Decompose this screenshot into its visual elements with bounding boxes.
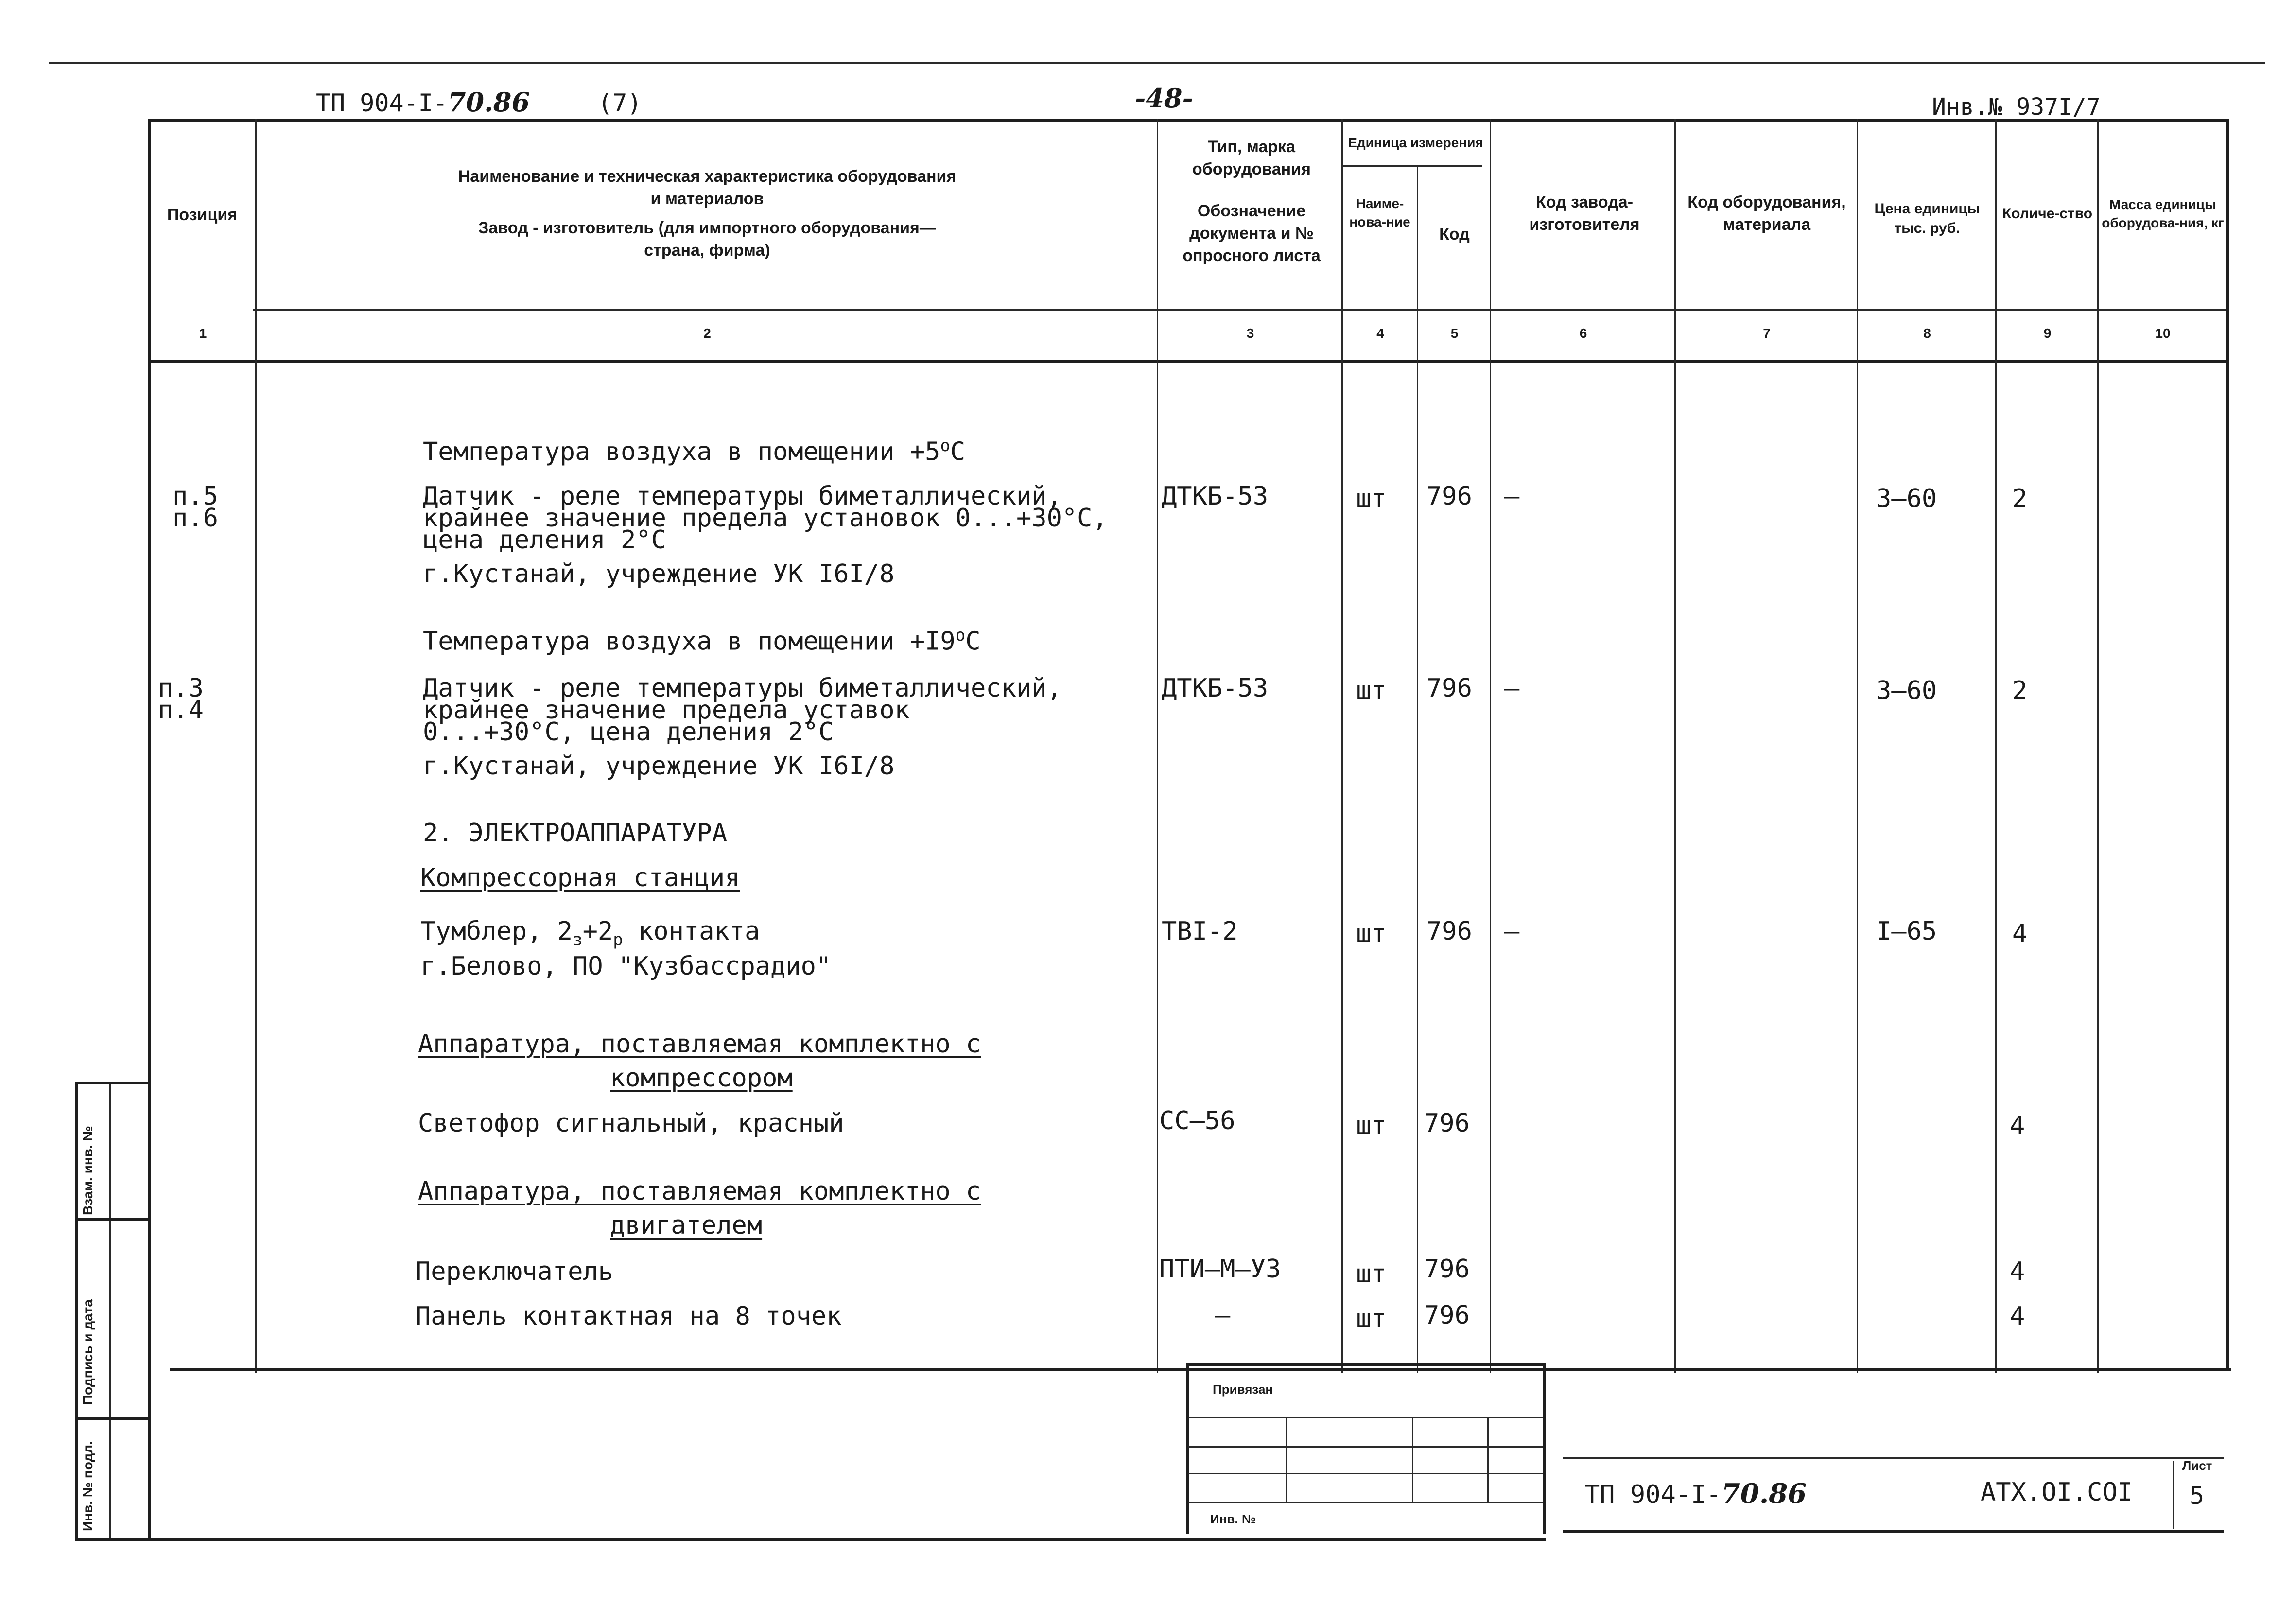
top-doc-number: ТП 904-I-70.86 (7) [316,87,642,118]
row2-name-2: крайнее значение предела уставок [423,696,910,725]
row6-unit: шт [1356,1304,1387,1333]
stamp-doc-code: АТХ.OI.COI [1981,1478,2133,1507]
section-heading: 2. ЭЛЕКТРОАППАРАТУРА [423,819,728,848]
row3-type: ТВI-2 [1162,917,1238,946]
inventory-number: Инв.№ 937I/7 [1932,93,2101,121]
row3-maker: г.Белово, ПО "Кузбассрадио" [420,952,832,981]
row1-unit-code: 796 [1426,482,1472,511]
header-factory-code: Код завода-изготовителя [1529,193,1640,234]
row2-type: ДТКБ-53 [1162,674,1269,703]
group2-heading-1: Аппаратура, поставляемая комплектно с [418,1177,981,1206]
row2-factory-code: – [1504,674,1520,703]
row1-unit: шт [1356,484,1387,513]
col-number-9: 9 [2043,326,2052,341]
row1-type: ДТКБ-53 [1162,482,1269,511]
row1-name-1: Датчик - реле температуры биметаллический, [423,482,1062,511]
row2-quantity: 2 [2012,676,2028,705]
row2-position-2: п.4 [158,696,204,725]
header-unit-group: Единица измерения [1348,135,1483,151]
row5-unit: шт [1356,1259,1387,1289]
header-unit-code: Код [1439,225,1470,244]
stamp-sheet-number: 5 [2190,1482,2205,1510]
row5-name: Переключатель [416,1257,613,1286]
header-name: Наименование и техническая характеристика оборудования и материалов Завод - изготовитель (для импортного оборудования— страна, фирма) [458,167,957,260]
col-number-1: 1 [199,326,207,341]
row1-factory-code: – [1504,482,1520,511]
temp-heading-5: Температура воздуха в помещении $+5^оС$ [423,436,966,467]
side-label-original-inv: Инв. № подл. [80,1441,95,1531]
stamp-sheet-label: Лист [2182,1458,2212,1473]
row1-position-2: п.6 [173,504,218,533]
row3-unit: шт [1356,919,1387,948]
row2-maker: г.Кустанай, учреждение УК I6I/8 [423,751,895,781]
row5-unit-code: 796 [1424,1255,1470,1284]
stamp-inv-no: Инв. № [1210,1512,1256,1526]
header-type: Тип, марка оборудования Обозначение документа и № опросного листа [1183,138,1321,265]
header-position: Позиция [167,205,238,224]
row3-price: I–65 [1876,917,1937,946]
group1-heading-1: Аппаратура, поставляемая комплектно с [418,1030,981,1059]
row6-type: — [1215,1301,1231,1330]
stamp-doc-number: ТП 904-I-70.86 [1584,1478,1807,1510]
row4-type: СС–56 [1159,1106,1235,1135]
top-border-line [49,62,2265,64]
row1-name-3: цена деления 2°С [423,525,666,555]
side-label-replace-inv: Взам. инв. № [80,1126,95,1215]
temp-heading-19: Температура воздуха в помещении $+I9^оС$ [423,626,981,656]
row3-unit-code: 796 [1426,917,1472,946]
row2-name-1: Датчик - реле температуры биметаллический, [423,674,1062,703]
header-unit-name: Наиме-нова-ние [1349,196,1410,229]
group1-heading-2: компрессором [610,1064,793,1093]
col-number-4: 4 [1376,326,1384,341]
stamp-privyazan: Привязан [1213,1382,1273,1397]
row6-name: Панель контактная на 8 точек [416,1302,842,1331]
col-number-5: 5 [1450,326,1459,341]
header-price: Цена единицы тыс. руб. [1874,200,1980,236]
row2-price: 3–60 [1876,676,1937,705]
header-mass: Масса единицы оборудова-ния, кг [2102,197,2224,230]
row2-position-1: п.3 [158,674,204,703]
row2-unit: шт [1356,676,1387,705]
row5-type: ПТИ–М–УЗ [1159,1255,1281,1284]
row3-quantity: 4 [2012,919,2028,948]
col-number-2: 2 [703,326,711,341]
col-number-7: 7 [1763,326,1771,341]
header-quantity: Количе-ство [2002,205,2093,222]
page-number: -48- [1135,83,1193,114]
row3-name: Тумблер, $2_з+2_р$ контакта [420,917,760,950]
row4-name: Светофор сигнальный, красный [418,1109,844,1138]
side-label-signature-date: Подпись и дата [80,1299,95,1405]
row2-name-3: 0...+30°С, цена деления 2°С [423,717,834,747]
row3-factory-code: – [1504,917,1520,946]
row1-position-1: п.5 [173,482,218,511]
col-number-3: 3 [1246,326,1254,341]
col-number-8: 8 [1923,326,1931,341]
header-material-code: Код оборудования, материала [1687,193,1846,234]
col-number-6: 6 [1579,326,1587,341]
group2-heading-2: двигателем [610,1211,763,1240]
row4-unit: шт [1356,1111,1387,1140]
row1-price: 3–60 [1876,484,1937,513]
col-number-10: 10 [2155,326,2171,341]
subsection-heading: Компрессорная станция [420,863,740,892]
row6-unit-code: 796 [1424,1301,1470,1330]
row5-quantity: 4 [2010,1257,2025,1286]
row1-quantity: 2 [2012,484,2028,513]
row4-quantity: 4 [2010,1111,2025,1140]
row1-maker: г.Кустанай, учреждение УК I6I/8 [423,559,895,589]
row2-unit-code: 796 [1426,674,1472,703]
row4-unit-code: 796 [1424,1109,1470,1138]
row6-quantity: 4 [2010,1302,2025,1331]
row1-name-2: крайнее значение предела установок 0...+30°С, [423,504,1108,533]
